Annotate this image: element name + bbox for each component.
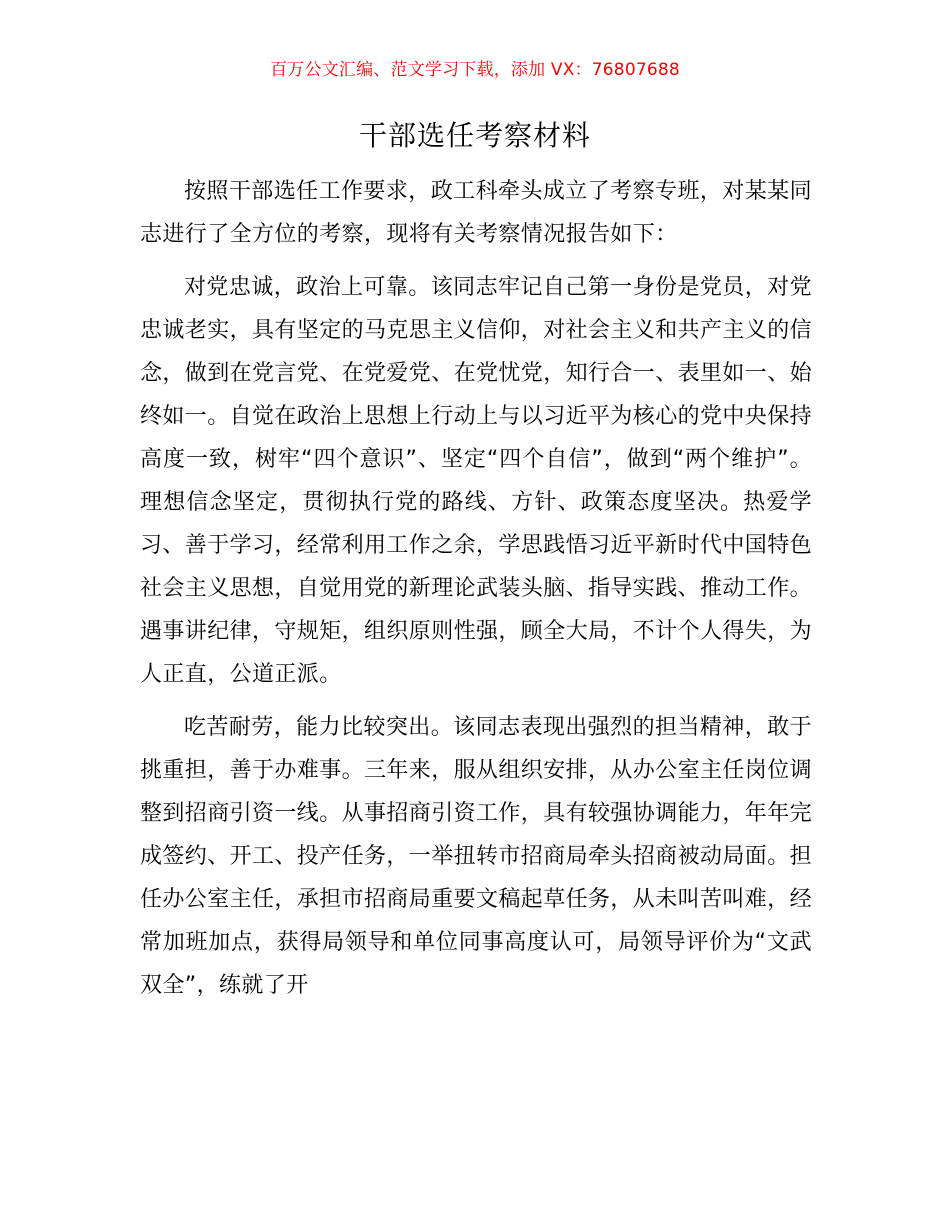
document-title: 干部选任考察材料 [358, 119, 591, 152]
document-body [140, 170, 812, 1017]
paragraph-ability: 吃苦耐劳，能力比较突出。该同志表现出强烈的担当精神，敢于挑重担，善于办难事。三年来，服从组织安排，从办公室主任岗位调整到招商引资一线。从事招商引资工作，具有较强协调能力，年年完成签约、开工、投产任务，一举扭转市招商局牵头招商被动局面。担任办公室主任，承担市招商局重要文稿起草任务，从未叫苦叫难，经常加班加点，获得局领导和单位同事高度认可，局领导评价为“文武双全”，练就了开 [140, 715, 813, 998]
paragraph-intro: 按照干部选任工作要求，政工科牵头成立了考察专班，对某某同志进行了全方位的考察，现将有关考察情况报告如下： [140, 179, 812, 247]
paragraph-political-loyalty: 对党忠诚，政治上可靠。该同志牢记自己第一身份是党员，对党忠诚老实，具有坚定的马克思主义信仰，对社会主义和共产主义的信念，做到在党言党、在党爱党、在党忧党，知行合一、表里如一、始终如一。自觉在政治上思想上行动上与以习近平为核心的党中央保持高度一致，树牢“四个意识”、坚定“四个自信”，做到“两个维护”。理想信念坚定，贯彻执行党的路线、方针、政策态度坚决。热爱学习、善于学习，经常利用工作之余，学思践悟习近平新时代中国特色社会主义思想，自觉用党的新理论武装头脑、指导实践、推动工作。遇事讲纪律，守规矩，组织原则性强，顾全大局，不计个人得失，为人正直，公道正派。 [140, 275, 813, 687]
header-contact-note: 百万公文汇编、范文学习下载，添加 VX：76807688 [270, 60, 680, 80]
